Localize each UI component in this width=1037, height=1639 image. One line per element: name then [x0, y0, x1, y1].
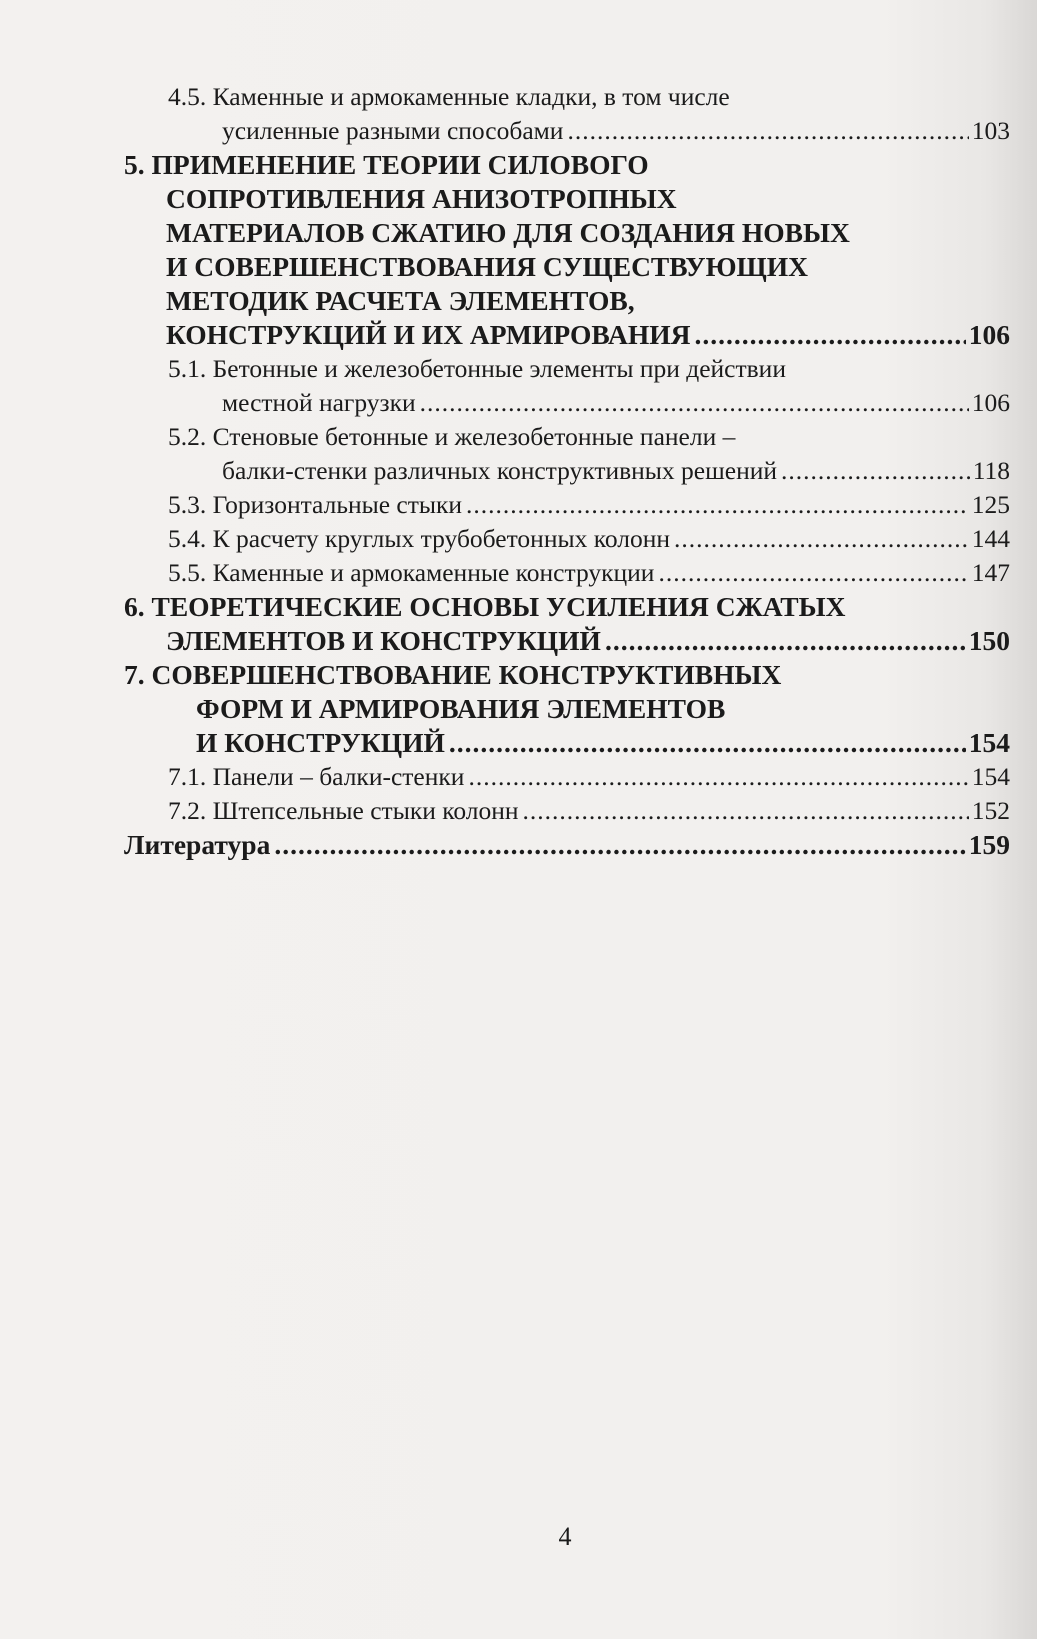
- toc-chapter-text: СОПРОТИВЛЕНИЯ АНИЗОТРОПНЫХ: [166, 183, 677, 214]
- toc-entry-5-2: [124, 454, 1010, 488]
- toc-page-number: 150: [968, 625, 1010, 656]
- toc-chapter-text: Литература: [124, 829, 271, 860]
- toc-chapter-text: 7. СОВЕРШЕНСТВОВАНИЕ КОНСТРУКТИВНЫХ: [124, 659, 782, 690]
- toc-chapter-6-line1: [124, 590, 1010, 624]
- toc-page-number: 154: [971, 762, 1010, 791]
- toc-page-number: 103: [971, 116, 1010, 145]
- toc-entry-5-1: [124, 386, 1010, 420]
- toc-page-number: 106: [968, 319, 1010, 350]
- toc-chapter-text: КОНСТРУКЦИЙ И ИХ АРМИРОВАНИЯ: [166, 319, 691, 350]
- toc-entry-5-5: [124, 556, 1010, 590]
- toc-entry-text: 5.1. Бетонные и железобетонные элементы при действии: [168, 354, 786, 383]
- table-of-contents: [124, 80, 1010, 862]
- dot-leader: [695, 318, 966, 352]
- toc-entry-5-2-line1: [124, 420, 1010, 454]
- toc-chapter-5-line5: [124, 284, 1010, 318]
- toc-entry-text: 5.4. К расчету круглых трубобетонных колонн: [168, 524, 671, 553]
- toc-entry-5-3: [124, 488, 1010, 522]
- toc-page-number: 147: [971, 558, 1010, 587]
- toc-entry-text: балки-стенки различных конструктивных решений: [222, 456, 778, 485]
- toc-entry-text: усиленные разными способами: [222, 116, 564, 145]
- toc-entry-5-1-line1: [124, 352, 1010, 386]
- toc-chapter-7: [124, 726, 1010, 760]
- toc-literature: [124, 828, 1010, 862]
- toc-entry-7-1: [124, 760, 1010, 794]
- toc-entry-text: 7.1. Панели – балки-стенки: [168, 762, 465, 791]
- toc-entry-text: местной нагрузки: [222, 388, 416, 417]
- dot-leader: [781, 454, 970, 488]
- dot-leader: [605, 624, 966, 658]
- dot-leader: [658, 556, 968, 590]
- toc-entry-7-2: [124, 794, 1010, 828]
- toc-chapter-text: 5. ПРИМЕНЕНИЕ ТЕОРИИ СИЛОВОГО: [124, 149, 649, 180]
- toc-chapter-text: ФОРМ И АРМИРОВАНИЯ ЭЛЕМЕНТОВ: [196, 693, 726, 724]
- toc-chapter-7-line1: [124, 658, 1010, 692]
- toc-entry-text: 4.5. Каменные и армокаменные кладки, в том числе: [168, 82, 730, 111]
- dot-leader: [468, 760, 968, 794]
- toc-chapter-text: 6. ТЕОРЕТИЧЕСКИЕ ОСНОВЫ УСИЛЕНИЯ СЖАТЫХ: [124, 591, 846, 622]
- toc-entry-text: 7.2. Штепсельные стыки колонн: [168, 796, 519, 825]
- toc-page-number: 106: [971, 388, 1010, 417]
- toc-chapter-5-line3: [124, 216, 1010, 250]
- toc-chapter-7-line2: [124, 692, 1010, 726]
- toc-entry-4-5-line1: [124, 80, 1010, 114]
- dot-leader: [420, 386, 969, 420]
- toc-page-number: 152: [971, 796, 1010, 825]
- toc-entry-text: 5.3. Горизонтальные стыки: [168, 490, 463, 519]
- toc-chapter-text: И КОНСТРУКЦИЙ: [196, 727, 445, 758]
- toc-chapter-5-line2: [124, 182, 1010, 216]
- dot-leader: [523, 794, 969, 828]
- dot-leader: [274, 828, 965, 862]
- toc-chapter-5: [124, 318, 1010, 352]
- dot-leader: [567, 114, 968, 148]
- toc-chapter-text: МАТЕРИАЛОВ СЖАТИЮ ДЛЯ СОЗДАНИЯ НОВЫХ: [166, 217, 850, 248]
- toc-page-number: 159: [968, 829, 1010, 860]
- toc-chapter-text: МЕТОДИК РАСЧЕТА ЭЛЕМЕНТОВ,: [166, 285, 635, 316]
- dot-leader: [674, 522, 969, 556]
- toc-chapter-text: И СОВЕРШЕНСТВОВАНИЯ СУЩЕСТВУЮЩИХ: [166, 251, 808, 282]
- toc-page-number: 144: [971, 524, 1010, 553]
- page-number: 4: [558, 1522, 572, 1551]
- toc-page-number: 125: [971, 490, 1010, 519]
- toc-chapter-5-line1: [124, 148, 1010, 182]
- dot-leader: [449, 726, 966, 760]
- toc-chapter-6: [124, 624, 1010, 658]
- dot-leader: [466, 488, 969, 522]
- toc-entry-5-4: [124, 522, 1010, 556]
- toc-chapter-5-line4: [124, 250, 1010, 284]
- toc-entry-4-5: [124, 114, 1010, 148]
- toc-page-number: 118: [972, 456, 1010, 485]
- toc-entry-text: 5.2. Стеновые бетонные и железобетонные панели –: [168, 422, 736, 451]
- toc-chapter-text: ЭЛЕМЕНТОВ И КОНСТРУКЦИЙ: [166, 625, 601, 656]
- toc-entry-text: 5.5. Каменные и армокаменные конструкции: [168, 558, 655, 587]
- toc-page-number: 154: [968, 727, 1010, 758]
